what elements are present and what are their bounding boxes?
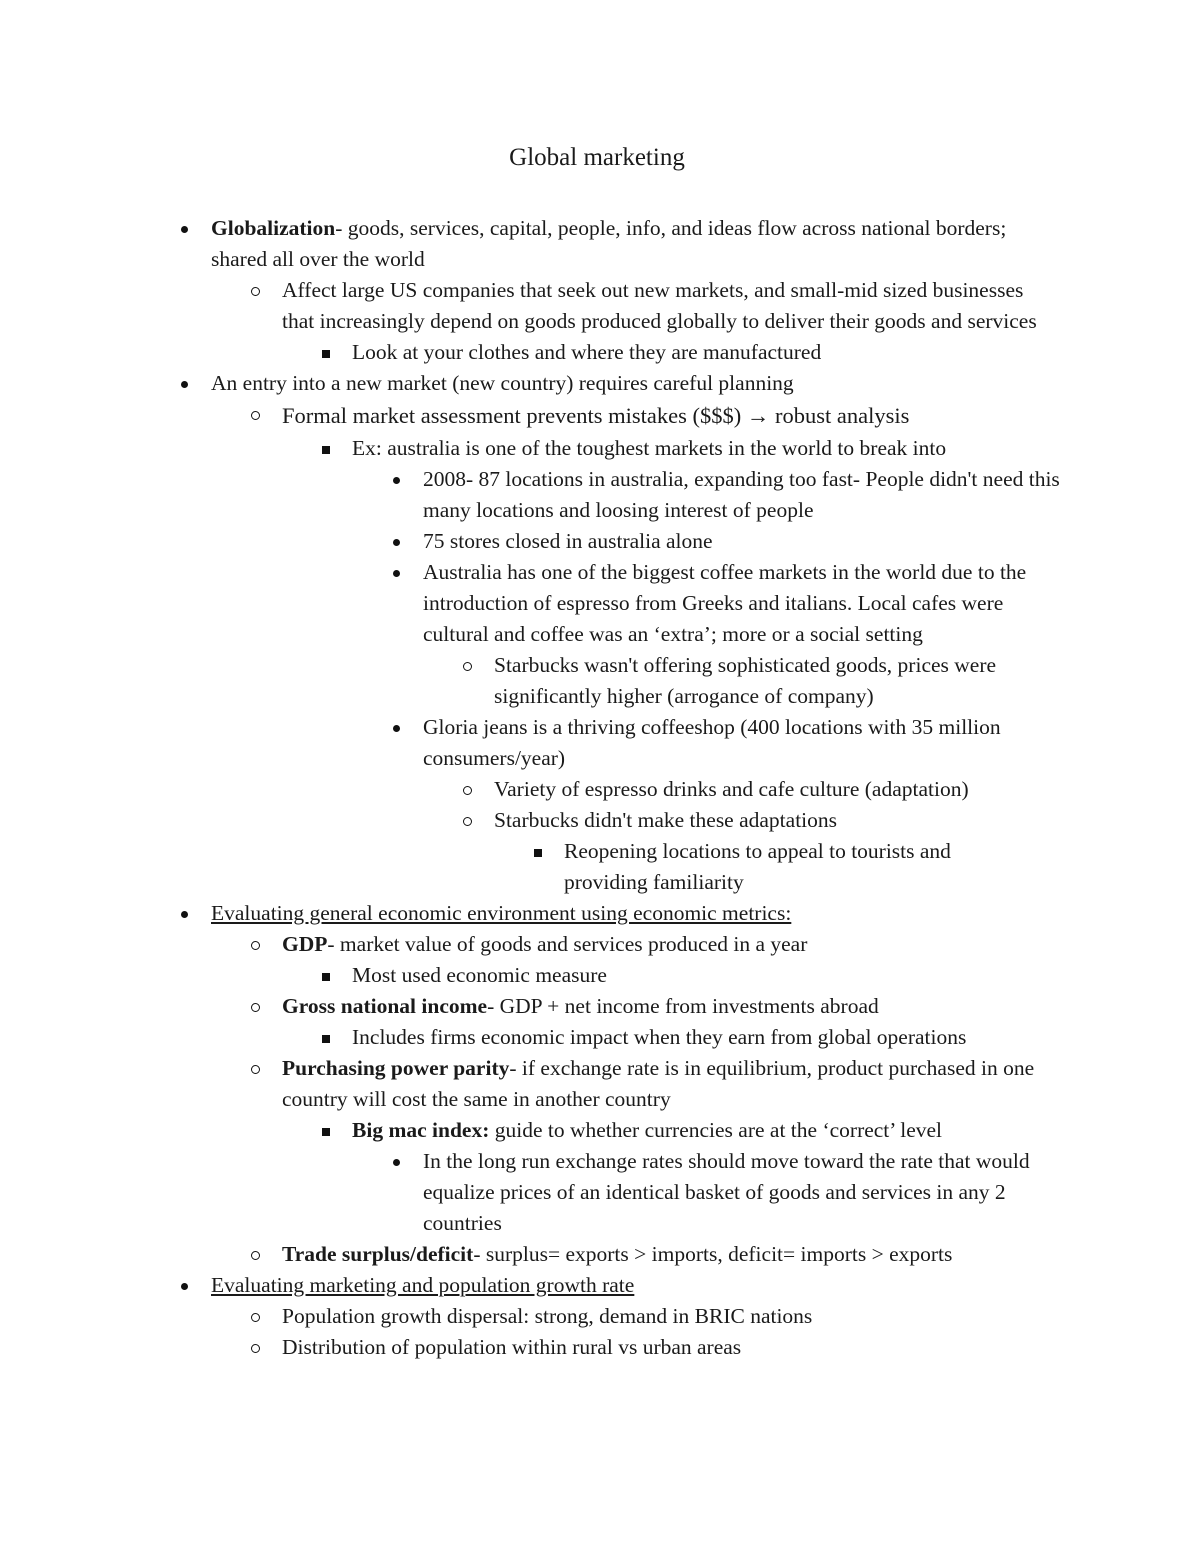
bullet-dot-icon	[387, 1146, 407, 1177]
bullet-circle-icon	[246, 275, 266, 306]
bullet-dot-icon	[175, 898, 195, 929]
term-ppp: Purchasing power parity	[282, 1056, 510, 1080]
term-trade: Trade surplus/deficit	[282, 1242, 474, 1266]
item-text: - market value of goods and services produced in a year	[327, 932, 808, 956]
bullet-square-icon	[528, 836, 548, 867]
list-item	[211, 213, 1021, 275]
term-globalization: Globalization	[211, 216, 336, 240]
item-text: - surplus= exports > imports, deficit= imports > exports	[473, 1242, 953, 1266]
item-text: Look at your clothes and where they are manufactured	[352, 340, 822, 364]
list-item	[494, 774, 1064, 805]
item-text: Australia has one of the biggest coffee markets in the world due to the introduction of espresso from Greeks and italians. Local cafes were cultural and coffee was an ‘extra’; more or a social setting	[423, 560, 1027, 646]
list-item	[282, 275, 1042, 337]
bullet-square-icon	[316, 960, 336, 991]
list-item	[352, 337, 1052, 368]
bullet-dot-icon	[387, 464, 407, 495]
list-item	[282, 929, 1042, 960]
bullet-square-icon	[316, 1022, 336, 1053]
item-text: Gloria jeans is a thriving coffeeshop (400 locations with 35 million consumers/year)	[423, 715, 1001, 770]
bullet-square-icon	[316, 1115, 336, 1146]
list-item	[282, 1239, 1042, 1270]
item-text: - if exchange rate is in equilibrium, product purchased in one country will cost the same in another country	[282, 1056, 1035, 1111]
item-text: Starbucks wasn't offering sophisticated goods, prices were significantly higher (arrogance of company)	[494, 653, 997, 708]
list-item	[564, 836, 1034, 898]
term-gdp: GDP	[282, 932, 328, 956]
item-text: - GDP + net income from investments abroad	[487, 994, 879, 1018]
item-text: Most used economic measure	[352, 963, 607, 987]
bullet-circle-icon	[458, 650, 478, 681]
item-text: 2008- 87 locations in australia, expanding too fast- People didn't need this many locations and loosing interest of people	[423, 467, 1060, 522]
bullet-dot-icon	[387, 557, 407, 588]
bullet-circle-icon	[246, 991, 266, 1022]
list-item	[423, 712, 1063, 774]
item-text: Variety of espresso drinks and cafe culture (adaptation)	[494, 777, 969, 801]
list-item	[282, 1053, 1042, 1115]
list-item	[494, 805, 1064, 836]
bullet-circle-icon	[246, 1239, 266, 1270]
bullet-dot-icon	[175, 213, 195, 244]
bullet-dot-icon	[387, 526, 407, 557]
bullet-square-icon	[316, 433, 336, 464]
item-text: guide to whether currencies are at the ‘correct’ level	[489, 1118, 943, 1142]
bullet-circle-icon	[246, 1301, 266, 1332]
list-item	[352, 1115, 1052, 1146]
bullet-circle-icon	[246, 1053, 266, 1084]
notes-list	[0, 213, 1200, 1363]
term-big-mac: Big mac index:	[352, 1118, 490, 1142]
page-title: Global marketing	[509, 144, 685, 171]
item-text: Includes firms economic impact when they earn from global operations	[352, 1025, 967, 1049]
bullet-circle-icon	[458, 774, 478, 805]
item-text: Ex: australia is one of the toughest markets in the world to break into	[352, 436, 947, 460]
list-item	[423, 526, 1063, 557]
item-text: Reopening locations to appeal to tourists and providing familiarity	[564, 839, 951, 894]
item-text: Formal market assessment prevents mistakes ($$$) → robust analysis	[282, 403, 910, 428]
bullet-circle-icon	[246, 929, 266, 960]
section-heading: Evaluating marketing and population growth rate	[211, 1273, 635, 1297]
item-text: - goods, services, capital, people, info, and ideas flow across national borders; shared all over the world	[211, 216, 1007, 271]
item-text: An entry into a new market (new country) requires careful planning	[211, 371, 794, 395]
list-item	[282, 1301, 1042, 1332]
list-item	[423, 557, 1063, 650]
bullet-dot-icon	[175, 368, 195, 399]
term-gni: Gross national income	[282, 994, 488, 1018]
item-text: Affect large US companies that seek out new markets, and small-mid sized businesses that increasingly depend on goods produced globally to deliver their goods and services	[282, 278, 1037, 333]
list-item	[211, 898, 1021, 929]
item-text: Population growth dispersal: strong, demand in BRIC nations	[282, 1304, 813, 1328]
list-item	[282, 991, 1042, 1022]
list-item	[211, 1270, 1021, 1301]
bullet-dot-icon	[387, 712, 407, 743]
list-item	[211, 368, 1021, 399]
list-item	[423, 464, 1063, 526]
list-item	[352, 433, 1052, 464]
bullet-dot-icon	[175, 1270, 195, 1301]
list-item	[352, 1022, 1052, 1053]
section-heading: Evaluating general economic environment using economic metrics:	[211, 901, 792, 925]
bullet-circle-icon	[246, 1332, 266, 1363]
item-text: 75 stores closed in australia alone	[423, 529, 713, 553]
bullet-square-icon	[316, 337, 336, 368]
list-item	[494, 650, 1064, 712]
item-text: Starbucks didn't make these adaptations	[494, 808, 838, 832]
list-item	[282, 399, 1042, 433]
item-text: Distribution of population within rural vs urban areas	[282, 1335, 742, 1359]
bullet-circle-icon	[458, 805, 478, 836]
list-item	[352, 960, 1052, 991]
list-item	[423, 1146, 1063, 1239]
list-item	[282, 1332, 1042, 1363]
bullet-circle-icon	[246, 399, 266, 430]
item-text: In the long run exchange rates should move toward the rate that would equalize prices of an identical basket of goods and services in any 2 countries	[423, 1149, 1030, 1235]
